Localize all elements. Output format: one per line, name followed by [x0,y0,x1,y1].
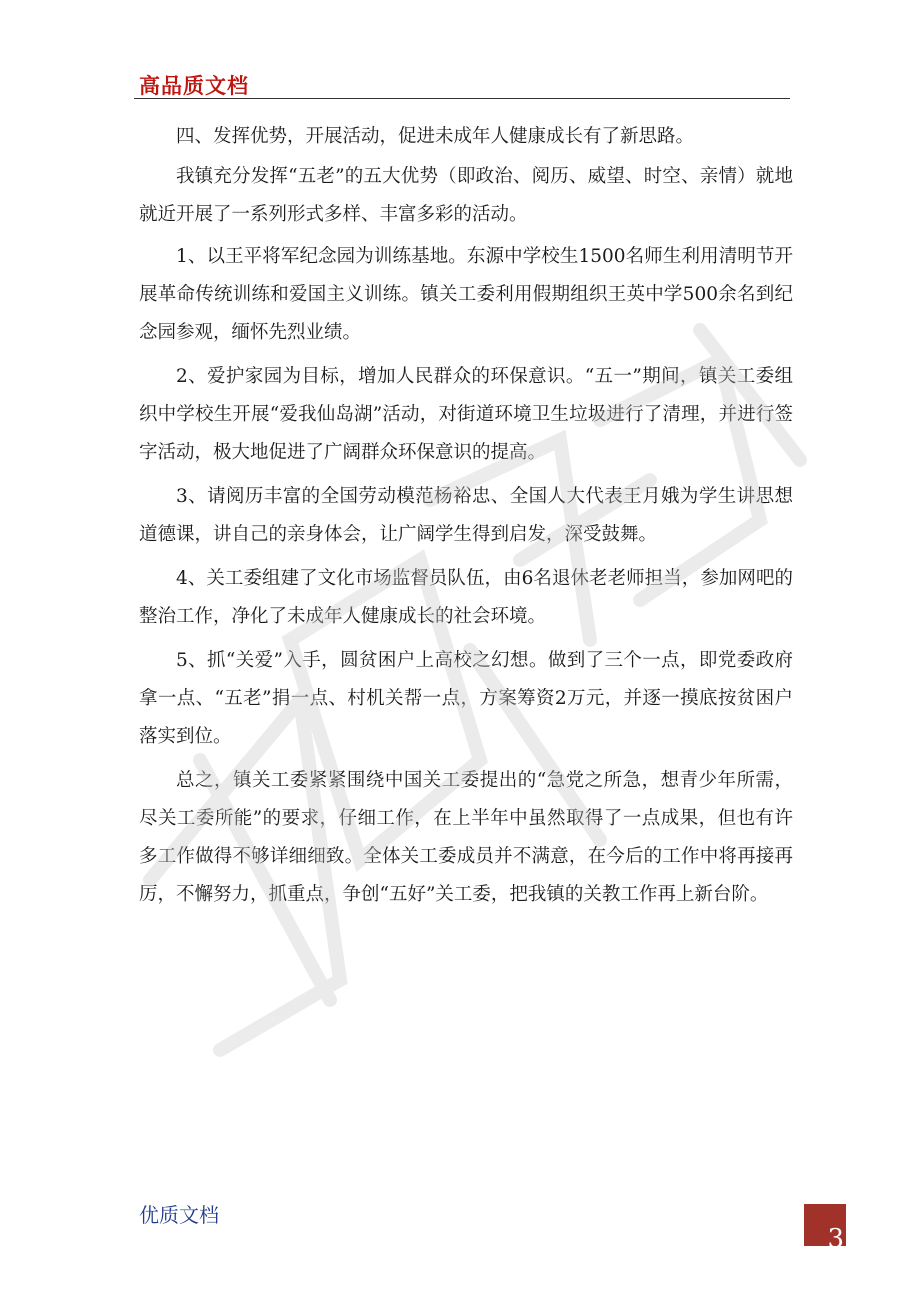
footer-title: 优质文档 [139,1203,219,1227]
document-body [139,118,793,914]
paragraph: 四、发挥优势，开展活动，促进未成年人健康成长有了新思路。 [176,126,695,147]
paragraph: 2、爱护家园为目标，增加人民群众的环保意识。“五一”期间，镇关工委组织中学校生开展“爱我仙岛湖”活动，对街道环境卫生垃圾进行了清理，并进行签字活动，极大地促进了广阔群众环保意识的提高。 [139,366,793,463]
header-title: 高品质文档 [139,74,249,98]
page-number: 3 [827,1224,844,1254]
header-divider [134,98,790,99]
paragraph: 我镇充分发挥“五老”的五大优势（即政治、阅历、威望、时空、亲情）就地就近开展了一系列形式多样、丰富多彩的活动。 [139,166,793,225]
paragraph: 4、关工委组建了文化市场监督员队伍，由6名退休老老师担当，参加网吧的整治工作，净化了未成年人健康成长的社会环境。 [139,568,793,627]
paragraph: 1、以王平将军纪念园为训练基地。东源中学校生1500名师生利用清明节开展革命传统训练和爱国主义训练。镇关工委利用假期组织王英中学500余名到纪念园参观，缅怀先烈业绩。 [139,246,793,343]
paragraph: 3、请阅历丰富的全国劳动模范杨裕忠、全国人大代表王月娥为学生讲思想道德课，讲自己的亲身体会，让广阔学生得到启发，深受鼓舞。 [139,486,793,545]
page-number-badge [804,1204,846,1254]
paragraph: 5、抓“关爱”入手，圆贫困户上高校之幻想。做到了三个一点，即党委政府拿一点、“五老”捐一点、村机关帮一点，方案筹资2万元，并逐一摸底按贫困户落实到位。 [139,650,793,747]
paragraph: 总之，镇关工委紧紧围绕中国关工委提出的“急党之所急，想青少年所需，尽关工委所能”的要求，仔细工作，在上半年中虽然取得了一点成果，但也有许多工作做得不够详细细致。全体关工委成员并不满意，在今后的工作中将再接再厉，不懈努力，抓重点，争创“五好”关工委，把我镇的关教工作再上新台阶。 [139,770,793,905]
